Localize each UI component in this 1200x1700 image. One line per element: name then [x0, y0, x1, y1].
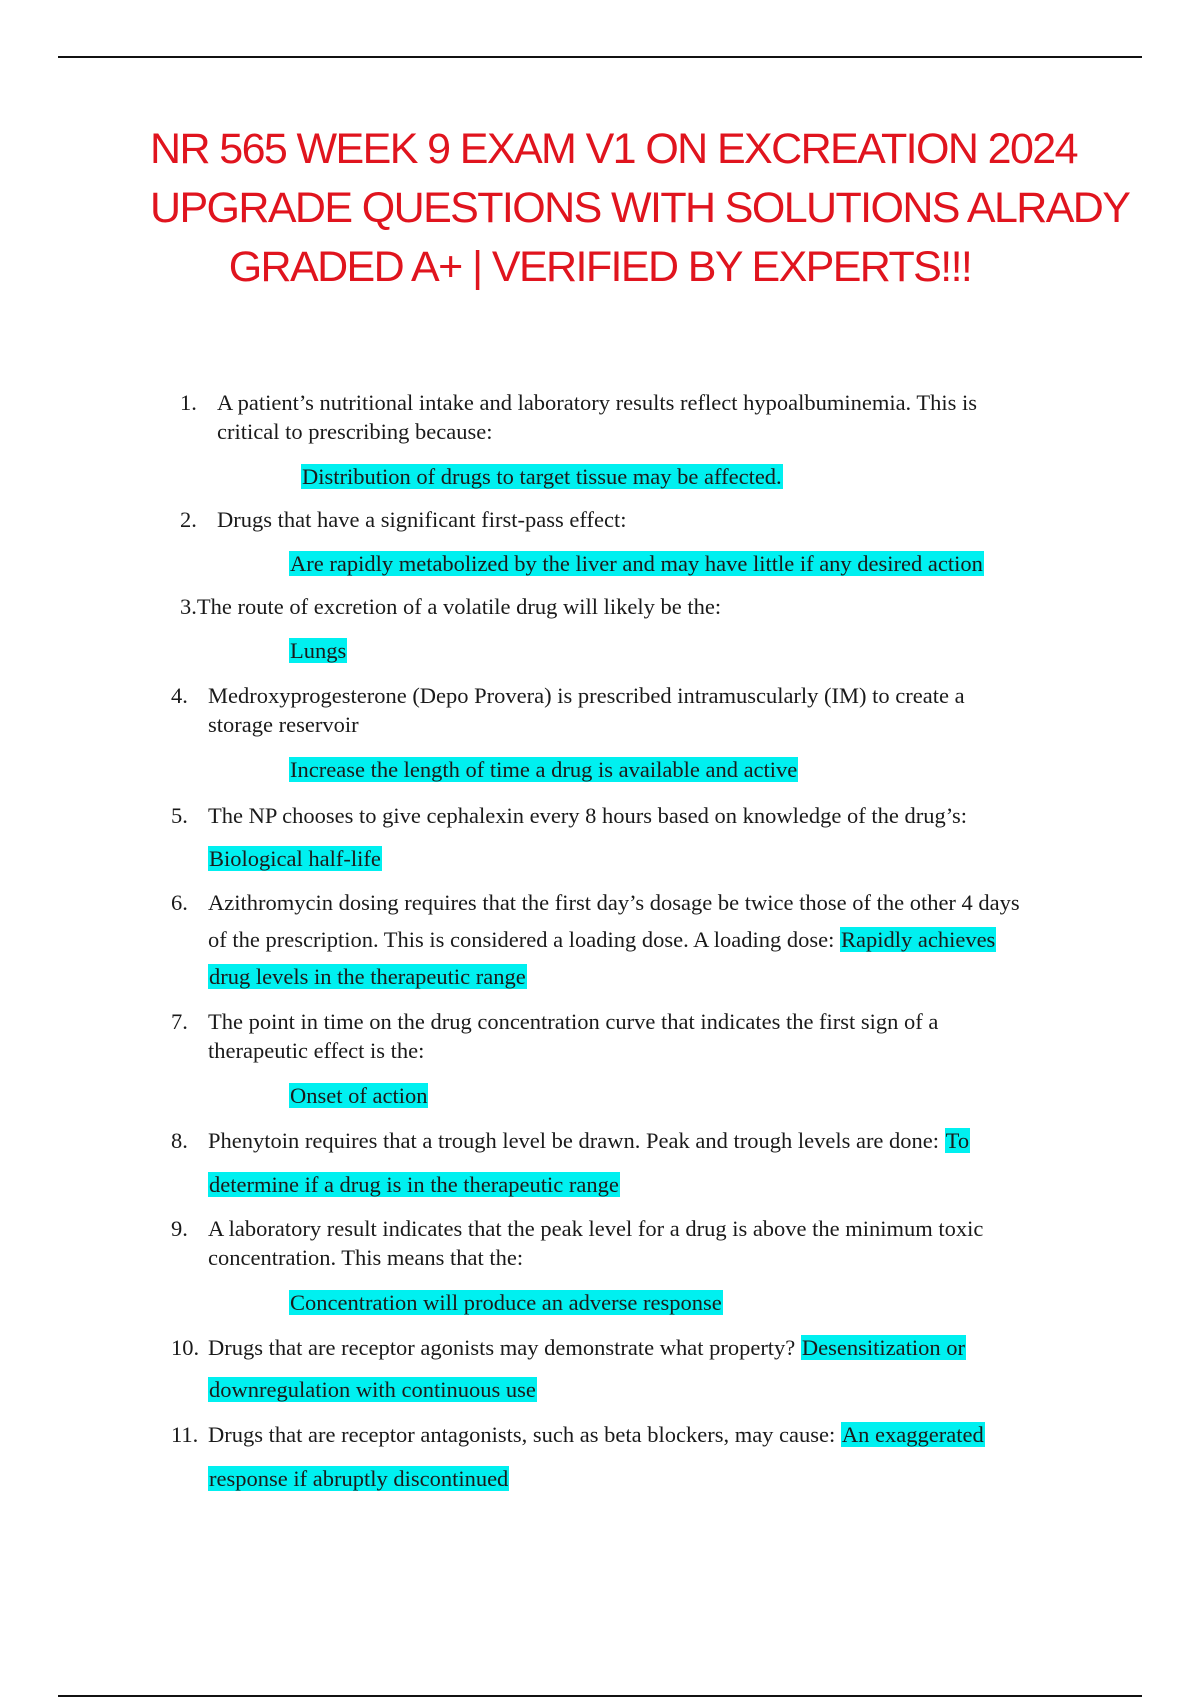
answer-highlight: downregulation with continuous use — [209, 1377, 536, 1402]
title-line-3: GRADED A+ | VERIFIED BY EXPERTS!!! — [228, 243, 972, 291]
question-text: therapeutic effect is the: — [208, 1038, 425, 1063]
bottom-rule — [58, 1695, 1142, 1697]
answer-2 — [289, 549, 984, 578]
answer-highlight: Desensitization or — [801, 1335, 966, 1360]
question-6 — [171, 888, 1020, 991]
answer-highlight: Concentration will produce an adverse response — [290, 1290, 722, 1315]
question-number: 1. — [180, 390, 197, 415]
answer-highlight: Biological half-life — [209, 846, 381, 871]
question-text: Medroxyprogesterone (Depo Provera) is prescribed intramuscularly (IM) to create a — [208, 683, 965, 708]
answer-highlight: response if abruptly discontinued — [209, 1466, 509, 1491]
question-number: 4. — [171, 683, 188, 708]
answer-highlight: Are rapidly metabolized by the liver and may have little if any desired action — [290, 551, 983, 576]
question-11 — [171, 1420, 985, 1493]
question-text: Phenytoin requires that a trough level be drawn. Peak and trough levels are done: — [208, 1128, 945, 1153]
answer-highlight: drug levels in the therapeutic range — [209, 964, 526, 989]
answer-3 — [289, 636, 347, 665]
document-title — [150, 120, 1130, 297]
question-text: critical to prescribing because: — [217, 419, 493, 444]
answer-1 — [301, 462, 783, 491]
question-text: Drugs that are receptor antagonists, such as beta blockers, may cause: — [208, 1422, 841, 1447]
answer-highlight: To — [945, 1128, 970, 1153]
question-10 — [171, 1333, 966, 1404]
question-text: A patient’s nutritional intake and laboratory results reflect hypoalbuminemia. This is — [217, 390, 978, 415]
question-text: of the prescription. This is considered a loading dose. A loading dose: — [208, 927, 840, 952]
top-rule — [58, 56, 1142, 58]
answer-4 — [289, 755, 798, 784]
question-text: A laboratory result indicates that the peak level for a drug is above the minimum toxic — [208, 1216, 984, 1241]
question-text: Azithromycin dosing requires that the first day’s dosage be twice those of the other 4 days — [208, 890, 1020, 915]
answer-highlight: An exaggerated — [841, 1422, 984, 1447]
question-number: 5. — [171, 803, 188, 828]
question-text: Drugs that have a significant first-pass effect: — [217, 507, 627, 532]
answer-highlight: Lungs — [290, 638, 347, 663]
answer-5 — [208, 844, 382, 873]
question-5 — [171, 801, 967, 830]
question-number: 2. — [180, 507, 197, 532]
question-1 — [180, 388, 977, 446]
question-text: Drugs that are receptor agonists may demonstrate what property? — [208, 1335, 801, 1360]
question-text: The route of excretion of a volatile drug will likely be the: — [196, 594, 722, 619]
question-9 — [171, 1214, 983, 1272]
question-7 — [171, 1007, 938, 1065]
answer-highlight: Onset of action — [290, 1083, 428, 1108]
title-line-1: NR 565 WEEK 9 EXAM V1 ON EXCREATION 2024 — [150, 125, 1077, 173]
question-4 — [171, 681, 965, 739]
question-number: 7. — [171, 1009, 188, 1034]
answer-highlight: Distribution of drugs to target tissue may be affected. — [302, 464, 782, 489]
answer-9 — [289, 1288, 723, 1317]
question-text: concentration. This means that the: — [208, 1245, 524, 1270]
question-number: 10. — [171, 1335, 200, 1360]
question-2 — [180, 505, 626, 534]
question-number: 8. — [171, 1128, 188, 1153]
question-number: 9. — [171, 1216, 188, 1241]
question-8 — [171, 1126, 970, 1199]
answer-7 — [289, 1081, 428, 1110]
question-number: 6. — [171, 890, 188, 915]
answer-highlight: determine if a drug is in the therapeutic range — [209, 1172, 619, 1197]
question-text: The point in time on the drug concentration curve that indicates the first sign of a — [208, 1009, 939, 1034]
question-text: The NP chooses to give cephalexin every 8 hours based on knowledge of the drug’s: — [208, 803, 967, 828]
question-number: 11. — [171, 1422, 199, 1447]
question-text: storage reservoir — [208, 712, 359, 737]
answer-highlight: Rapidly achieves — [840, 927, 996, 952]
question-3 — [180, 592, 721, 621]
title-line-2: UPGRADE QUESTIONS WITH SOLUTIONS ALRADY — [150, 184, 1130, 232]
question-number: 3. — [180, 594, 197, 619]
answer-highlight: Increase the length of time a drug is available and active — [290, 757, 798, 782]
